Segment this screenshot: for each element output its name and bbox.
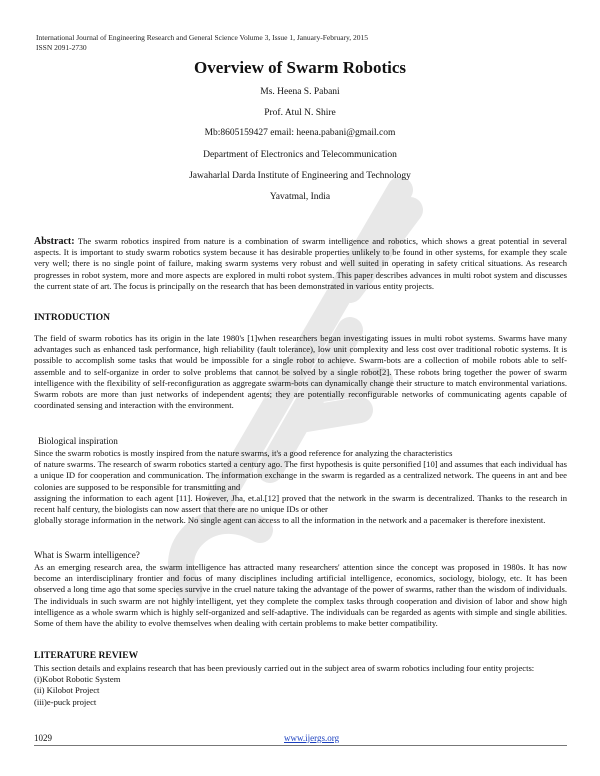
abstract [34, 236, 567, 292]
introduction-text [34, 333, 567, 411]
department: Department of Electronics and Telecommunication [203, 150, 397, 160]
swarm-intelligence-heading: What is Swarm intelligence? [34, 550, 140, 560]
lit-item-1: (i)Kobot Robotic System [34, 674, 121, 685]
city: Yavatmal, India [269, 192, 331, 202]
journal-website-link[interactable]: www.ijergs.org [284, 733, 340, 743]
literature-review-text [34, 663, 567, 708]
literature-review-paragraph: This section details and explains research that has been previously carried out in the subject area of swarm robotics including four entity projects: [34, 663, 535, 673]
issn: ISSN 2091-2730 [36, 42, 87, 52]
footer-rule [34, 745, 567, 746]
swarm-intelligence-paragraph: As an emerging research area, the swarm intelligence has attracted many researchers' attention since the concept was proposed in 1980s. It has now become an interdisciplinary frontier and focus of many disciplines including artificial intelligence, economics, sociology, biology, etc. It has been observed a long time ago that some species survive in the cruel nature taking the advantage of the power of swarms, rather than the wisdom of individuals. The individuals in such swarm are not highly intelligent, yet they complete the complex tasks through cooperation and division of labor and show high intelligence as a whole swarm which is highly self-organized and self-adaptive. The individuals can be regarded as agents with simple and single abilities. Some of them have the ability to evolve themselves when dealing with certain problems to make better compatibility. [34, 562, 567, 629]
author-2: Prof. Atul N. Shire [264, 108, 336, 118]
introduction-heading: INTRODUCTION [34, 313, 111, 323]
bio-line-3: assigning the information to each agent [11]. However, Jha, et.al.[12] proved that the network in the swarm is decentralized. Thanks to the research in recent half century, the biologists can now assert that there are no unique IDs or other [34, 492, 567, 515]
lit-item-2: (ii) Kilobot Project [34, 685, 100, 696]
page-number: 1029 [34, 733, 52, 743]
journal-header [36, 33, 368, 52]
abstract-label: Abstract: [34, 236, 75, 247]
bio-line-4: globally storage information in the network. No single agent can access to all the information in the network and a pacemaker is therefore inexistent. [34, 515, 546, 526]
author-contact: Mb:8605159427 email: heena.pabani@gmail.com [204, 128, 396, 138]
author-1: Ms. Heena S. Pabani [260, 87, 340, 97]
swarm-intelligence-text [34, 562, 567, 629]
literature-review-heading: LITERATURE REVIEW [34, 651, 139, 661]
introduction-paragraph: The field of swarm robotics has its origin in the late 1980's [1]when researchers began investigating issues in multi robot systems. Swarms have many advantages such as enhanced task performance, high reliability (fault tolerance), low unit complexity and less cost over traditional robotic systems. It is possible to accomplish some tasks that would be impossible for a single robot to achieve. Swarm-bots are a collection of mobile robots able to self-assemble and to self-organize in order to solve problems that cannot be solved by a single robot[2]. These robots bring together the power of swarm intelligence with the flexibility of self-reconfiguration as aggregate swarm-bots can dynamically change their structure to match environmental variations. Swarm robots are more than just networks of independent agents; they are potentially reconfigurable networks of communicating agents capable of coordinated sensing and interaction with the environment. [34, 333, 567, 411]
bio-line-1: Since the swarm robotics is mostly inspired from the nature swarms, it's a good reference for analyzing the characteristics [34, 448, 453, 458]
journal-line: International Journal of Engineering Research and General Science Volume 3, Issue 1, January-February, 2015 [36, 33, 369, 42]
abstract-text: The swarm robotics inspired from nature is a combination of swarm intelligence and robotics, which shows a great potential in several aspects. It is important to study swarm robotics system because it has desirable properties unlikely to be found in other systems, for example they scale very well; there is no single point of failure, making swarm systems very robust and well suited in operating in safety critical situations. As research progresses in robot system, more and more aspects are explored in multi robot system. This paper describes advances in multi robot system and discusses the current state of art. The focus is principally on the research that has been demonstrated in various entity projects. [34, 236, 567, 291]
lit-item-3: (iii)e-puck project [34, 696, 97, 707]
paper-title: Overview of Swarm Robotics [194, 58, 406, 77]
institute: Jawaharlal Darda Institute of Engineering and Technology [189, 171, 411, 181]
biological-text [34, 448, 567, 526]
bio-line-2: of nature swarms. The research of swarm robotics started a century ago. The first hypothesis is quite personified [10] and assumes that each individual has a unique ID for cooperation and communication. The information exchange in the swarm is regarded as a centralized network. The queens in ant and bee colonies are supposed to be responsible for transmitting and [34, 459, 567, 492]
biological-heading: Biological inspiration [38, 436, 118, 446]
